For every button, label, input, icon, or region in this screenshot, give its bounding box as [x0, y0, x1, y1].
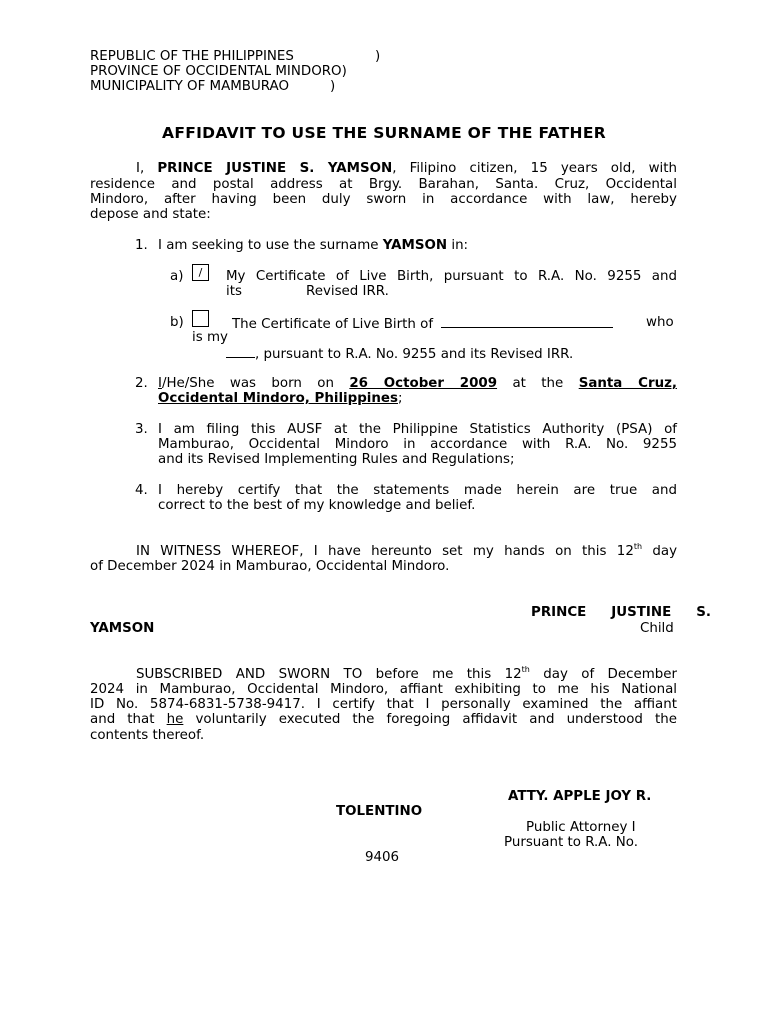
jurat-line-5: contents thereof.: [90, 728, 205, 743]
intro-line-3: Mindoro, after having been duly sworn in accordance with law, hereby: [90, 192, 677, 207]
jurat-line-3: ID No. 5874-6831-5738-9417. I certify that I personally examined the affiant: [90, 697, 677, 712]
intro-line-2: residence and postal address at Brgy. Barahan, Santa. Cruz, Occidental: [90, 177, 677, 192]
intro-line-4: depose and state:: [90, 207, 211, 222]
item-2-line-2: Occidental Mindoro, Philippines;: [158, 391, 403, 406]
header-municipality: MUNICIPALITY OF MAMBURAO: [90, 79, 290, 94]
relation-blank[interactable]: [226, 345, 255, 358]
attorney-name-2: TOLENTINO: [336, 804, 423, 819]
option-a-line-1: My Certificate of Live Birth, pursuant to R.A. No. 9255 and: [226, 269, 677, 284]
header-province: PROVINCE OF OCCIDENTAL MINDORO): [90, 64, 347, 79]
witness-line-2: of December 2024 in Mamburao, Occidental Mindoro.: [90, 559, 450, 574]
surname: YAMSON: [382, 238, 448, 253]
document-title: AFFIDAVIT TO USE THE SURNAME OF THE FATHER: [162, 124, 606, 142]
witness-line-1: IN WITNESS WHEREOF, I have hereunto set my hands on this 12th day: [136, 541, 677, 559]
header-republic: REPUBLIC OF THE PHILIPPINES: [90, 49, 294, 64]
affiant-signature-name-2: YAMSON: [90, 621, 155, 636]
attorney-ra-number: 9406: [365, 850, 400, 865]
item-4-line-1: I hereby certify that the statements made herein are true and: [158, 483, 677, 498]
option-b-label: b): [170, 315, 184, 330]
option-b-line-3: , pursuant to R.A. No. 9255 and its Revised IRR.: [226, 345, 573, 362]
option-a-line-2a: its: [226, 284, 242, 299]
item-3-line-2: Mamburao, Occidental Mindoro in accordance with R.A. No. 9255: [158, 437, 677, 452]
item-2-line-1: I/He/She was born on 26 October 2009 at the Santa Cruz,: [158, 376, 677, 391]
header-paren-1: ): [375, 49, 381, 64]
attorney-pursuant: Pursuant to R.A. No.: [504, 835, 638, 850]
attorney-name-1: ATTY. APPLE JOY R.: [508, 789, 652, 804]
item-4-line-2: correct to the best of my knowledge and belief.: [158, 498, 476, 513]
child-name-blank[interactable]: [441, 315, 613, 328]
jurat-line-1: SUBSCRIBED AND SWORN TO before me this 12th day of December: [136, 664, 677, 682]
jurat-line-2: 2024 in Mamburao, Occidental Mindoro, affiant exhibiting to me his National: [90, 682, 677, 697]
option-b-line-1: The Certificate of Live Birth of: [232, 315, 613, 332]
item-1-number: 1.: [135, 238, 148, 253]
item-3-number: 3.: [135, 422, 148, 437]
option-a-checkbox[interactable]: /: [192, 264, 209, 281]
affiant-signature-name-1: PRINCE JUSTINE S.: [531, 605, 711, 620]
option-a-label: a): [170, 269, 184, 284]
option-b-who: who: [646, 315, 674, 330]
header-paren-3: ): [330, 79, 336, 94]
birth-place-2: Occidental Mindoro, Philippines: [158, 391, 398, 406]
option-a-line-2b: Revised IRR.: [306, 284, 389, 299]
birth-place-1: Santa Cruz,: [578, 376, 677, 391]
item-1-text: I am seeking to use the surname YAMSON in:: [158, 238, 469, 253]
birth-date: 26 October 2009: [349, 376, 498, 391]
item-3-line-3: and its Revised Implementing Rules and Regulations;: [158, 452, 515, 467]
item-3-line-1: I am filing this AUSF at the Philippine Statistics Authority (PSA) of: [158, 422, 677, 437]
option-b-checkbox[interactable]: [192, 310, 209, 327]
attorney-title: Public Attorney I: [526, 820, 636, 835]
item-4-number: 4.: [135, 483, 148, 498]
jurat-line-4: and that he voluntarily executed the foregoing affidavit and understood the: [90, 712, 677, 727]
affiant-role: Child: [640, 621, 674, 636]
item-2-number: 2.: [135, 376, 148, 391]
affiant-name: PRINCE JUSTINE S. YAMSON: [157, 161, 393, 176]
intro-line-1: I, PRINCE JUSTINE S. YAMSON, Filipino citizen, 15 years old, with: [136, 161, 677, 176]
option-b-line-2: is my: [192, 330, 228, 345]
